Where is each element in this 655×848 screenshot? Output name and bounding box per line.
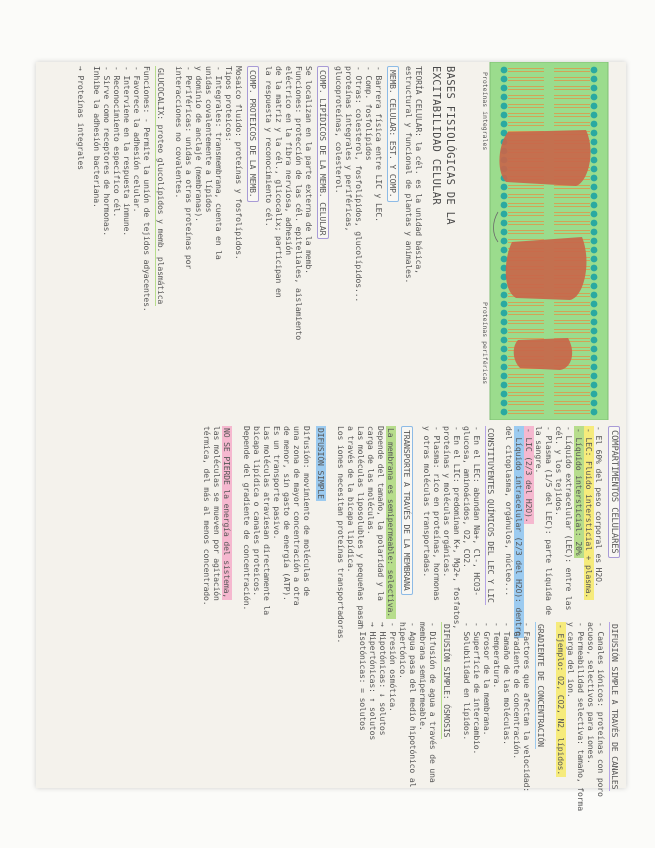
lipid-head [591, 94, 598, 101]
lipid-head [591, 229, 598, 236]
text-line: Tipos proteicos: [224, 66, 234, 142]
lipid-head [501, 391, 508, 398]
lipid-head [591, 355, 598, 362]
text-line: y otras moléculas transportadas. [422, 426, 432, 578]
text-line: - Temperatura. [492, 622, 502, 689]
lipid-head [591, 76, 598, 83]
lipid-head [591, 193, 598, 200]
section-heading: COMPARTIMENTOS CELULARES [608, 426, 620, 558]
text-line: térmica, del más al menos concentrado. [202, 426, 212, 606]
section-heading: CONSTITUYENTES QUÍMICOS DEL LEC Y LIC [486, 428, 496, 603]
lipid-head [501, 76, 508, 83]
lipid-head [501, 328, 508, 335]
lipid-head [591, 319, 598, 326]
text-line: - Líquido intracelular (2/3 del H2O): dentro [514, 428, 524, 636]
text-line: - Tamaño de las moléculas. [502, 622, 512, 745]
text-line: - Agua pasa del medio hipotónico al [408, 622, 418, 788]
figure-note: → Proteínas integrales [76, 66, 86, 170]
text-line: - Plasma: rico en proteínas, hormonas [432, 426, 442, 601]
text-line: - Integrales: transmembrana, cuenta en la [214, 66, 224, 260]
lipid-head [501, 364, 508, 371]
lipid-head [501, 184, 508, 191]
section-heading: GLUCOCALIX: proteo glucolípidos y memb. plasmática [156, 68, 166, 305]
text-line: bicapa lipídica o canales proteicos. [252, 426, 262, 597]
lipid-head [501, 373, 508, 380]
text-line: NO SE PIERDE la energía del sistema, [222, 428, 232, 599]
lipid-head [591, 346, 598, 353]
text-line: proteínas integrales y periféricas, [344, 66, 354, 232]
lipid-head [501, 337, 508, 344]
lipid-head [591, 292, 598, 299]
lipid-head [591, 310, 598, 317]
lipid-head [591, 328, 598, 335]
text-line: Se localizan en la parte externa de la memb. [304, 66, 314, 274]
text-line: Funciones: - Permite la unión de tejidos adyacentes. [142, 66, 152, 312]
text-line: - Líquido intersticial: 20% [574, 428, 584, 556]
lipid-head [591, 184, 598, 191]
text-line: - Sirve como receptores de hormonas. [102, 66, 112, 237]
section-heading: DIFUSIÓN SIMPLE A TRAVÉS DE CANALES [610, 624, 620, 790]
lipid-head [591, 301, 598, 308]
lipid-head [591, 382, 598, 389]
lipid-head [591, 148, 598, 155]
lipid-head [501, 103, 508, 110]
lipid-head [591, 283, 598, 290]
lipid-head [591, 409, 598, 416]
text-line: una zona de mayor concentración a otra [292, 426, 302, 606]
lipid-head [501, 85, 508, 92]
lipid-head [501, 400, 508, 407]
text-line: cél. y los tejidos. [554, 426, 564, 516]
lipid-head [591, 220, 598, 227]
lipid-head [591, 85, 598, 92]
text-line: - Solubilidad en lípidos. [462, 622, 472, 741]
lipid-head [501, 229, 508, 236]
lipid-head [591, 166, 598, 173]
text-line: las moléculas se mueven por agitación [212, 426, 222, 601]
text-line: membrana semipermeable. [418, 622, 428, 731]
lipid-head [591, 103, 598, 110]
lipid-head [591, 211, 598, 218]
text-line: del citoplasma, orgánulos, núcleo... [504, 426, 514, 597]
text-line: Las moléculas liposolubles y pequeñas pasan [356, 426, 366, 630]
text-line: Depende del tamaño, la polaridad y la [376, 426, 386, 601]
lipid-head [501, 256, 508, 263]
text-line: proteínas y moléculas orgánicas. [442, 426, 452, 578]
integral-protein-shape [514, 338, 572, 370]
lipid-head [591, 400, 598, 407]
lipid-head [591, 364, 598, 371]
text-line: a través de la bicapa lipídica. [346, 426, 356, 573]
lipid-head [591, 256, 598, 263]
text-line: - En el LIC: predominan K+, Mg2+, fosfatos, [452, 426, 462, 630]
text-line: hipertónico. [398, 622, 408, 679]
lipid-head [591, 265, 598, 272]
lipid-head [501, 121, 508, 128]
text-line: - Barrera física entre LIC y LEC. [374, 66, 384, 222]
section-heading: GRADIENTE DE CONCENTRACIÓN [536, 624, 546, 747]
text-line: - El 60% del peso corporal es H2O. [594, 426, 604, 587]
section-heading: TRANSPORTE A TRAVÉS DE LA MEMBRANA [401, 426, 413, 595]
text-line: - Factores que afectan la velocidad: [522, 622, 532, 793]
section-heading: DIFUSIÓN SIMPLE [316, 428, 326, 499]
text-line: Difusión: movimiento de moléculas de [302, 426, 312, 597]
integral-protein-shape [499, 130, 590, 186]
lipid-head [501, 310, 508, 317]
text-line: la sangre. [534, 426, 544, 474]
lipid-head [501, 382, 508, 389]
notes-column-left [36, 62, 626, 420]
text-line: - Favorece la adhesión celular. [132, 66, 142, 213]
text-line: glucosa, aminoácidos, O2, CO2. [462, 426, 472, 568]
lipid-head [501, 238, 508, 245]
lipid-head [501, 220, 508, 227]
text-line: - Plasma (1/5 del LEC): parte líquida de [544, 426, 554, 615]
text-line: Los iones necesitan proteínas transportadoras. [336, 426, 346, 644]
lipid-head [501, 67, 508, 74]
text-line: de la matriz y la cél., glicocalix; participan en [274, 66, 284, 298]
text-line: - Superficie de intercambio. [472, 622, 482, 755]
section-heading: DIFUSIÓN SIMPLE: ÓSMOSIS [442, 624, 452, 738]
text-line: - Interviene en la respuesta inmune. [122, 66, 132, 237]
text-line: Inhibe la adhesión bacteriana. [92, 66, 102, 208]
text-line: glucoproteínas, colesterol. [334, 66, 344, 194]
text-line: - Grosor de la membrana. [482, 622, 492, 736]
text-line: - Difusión de agua a través de una [428, 622, 438, 783]
lipid-head [591, 175, 598, 182]
lipid-head [501, 283, 508, 290]
lipid-head [591, 373, 598, 380]
text-line: Es un transporte pasivo. [272, 426, 282, 540]
integral-protein-shape [506, 237, 587, 300]
notes-column-right [36, 622, 626, 811]
lipid-head [501, 346, 508, 353]
lipid-head [501, 292, 508, 299]
text-line: unidas covalentemente a lípidos [204, 66, 214, 213]
text-line: acuoso, selectivos para iones. [586, 622, 596, 764]
text-line: → Isotónicas: = solutos [358, 622, 368, 731]
text-line: de menor, sin gasto de energía (ATP). [282, 426, 292, 601]
lipid-head [501, 247, 508, 254]
lipid-head [591, 337, 598, 344]
text-line: y dominio de anclaje (membranas). [194, 66, 204, 222]
lipid-head [591, 391, 598, 398]
text-line: - Presión osmótica. [388, 622, 398, 712]
text-line: eléctrico en la fibra nerviosa, adhesión [284, 66, 294, 255]
text-line: - En el LEC: abundan Na+, Cl-, HCO3- [472, 426, 482, 597]
lipid-head [501, 112, 508, 119]
lipid-head [591, 67, 598, 74]
text-line: - Reconocimiento específico cél. [112, 66, 122, 218]
page-title-line: EXCITABILIDAD CELULAR [430, 66, 442, 206]
text-line: carga de las moléculas. [366, 426, 376, 535]
text-line: - Periféricas: unidas a otras proteínas por [184, 66, 194, 270]
lipid-head [591, 130, 598, 137]
text-line: - Líquido extracelular (LEC): entre las [564, 426, 574, 611]
text-line: - Canales iónicos: proteínas con poro [596, 622, 606, 797]
text-line: - Ejemplo: O2, CO2, N2, lípidos. [556, 624, 566, 776]
text-line: TEORÍA CELULAR: la cél. es la unidad básica, [414, 66, 424, 274]
rotated-notes [36, 62, 626, 811]
lipid-head [591, 247, 598, 254]
text-line: Depende del gradiente de concentración. [242, 426, 252, 611]
text-line: Funciones: protección de las cél. epiteliales, aislamiento [294, 66, 304, 340]
lipid-head [591, 157, 598, 164]
text-line: - LEC: Fluido intersticial + plasma. [584, 428, 594, 599]
section-heading: MEMB. CELULAR: EST. Y COMP. [387, 66, 399, 202]
lipid-head [501, 319, 508, 326]
lipid-head [501, 202, 508, 209]
lipid-head [591, 139, 598, 146]
page-title-line: BASES FISIOLÓGICAS DE LA [444, 66, 456, 225]
text-line: Mosaico fluido: proteínas y fosfolípidos. [234, 66, 244, 260]
text-line: - Comp. fosfolípidos [364, 66, 374, 161]
lipid-head [591, 238, 598, 245]
lipid-head [501, 193, 508, 200]
text-line: - Gradiente de concentración. [512, 622, 522, 759]
lipid-head [591, 202, 598, 209]
text-line: - Otras: colesterol, fosfolípidos, glucolípidos... [354, 66, 364, 303]
lipid-head [501, 409, 508, 416]
lipid-head [501, 94, 508, 101]
text-line: - LIC (2/3 del H2O). [524, 428, 534, 523]
notes-column-middle [36, 424, 626, 644]
lipid-head [501, 355, 508, 362]
lipid-head [591, 274, 598, 281]
figure-label: Proteínas periféricas [481, 302, 489, 385]
text-line: interacciones no covalentes. [174, 66, 184, 199]
lipid-head [591, 121, 598, 128]
lipid-head [501, 211, 508, 218]
text-line: y carga del ion. [566, 622, 576, 698]
text-line: la respuesta y reconocimiento cél. [264, 66, 274, 227]
text-line: → Hipotónicas: ↓ solutos [378, 622, 388, 736]
text-line: Las moléculas atraviesan directamente la [262, 426, 272, 615]
text-line: estructural y funcional de plantas y animales. [404, 66, 414, 284]
text-line: → Hipertónicas: ↑ solutos [368, 622, 378, 741]
lipid-head [501, 301, 508, 308]
figure-label: Proteínas integrales [481, 72, 489, 151]
text-line: - Permeabilidad selectiva: tamaño, forma [576, 622, 586, 811]
lipid-head [591, 112, 598, 119]
text-line: La membrana es semipermeable: selectiva. [386, 428, 396, 617]
section-heading: COMP. LIPÍDICOS DE LA MEMB. CELULAR [317, 66, 329, 239]
section-heading: COMP. PROTEICOS DE LA MEMB. [247, 66, 259, 202]
